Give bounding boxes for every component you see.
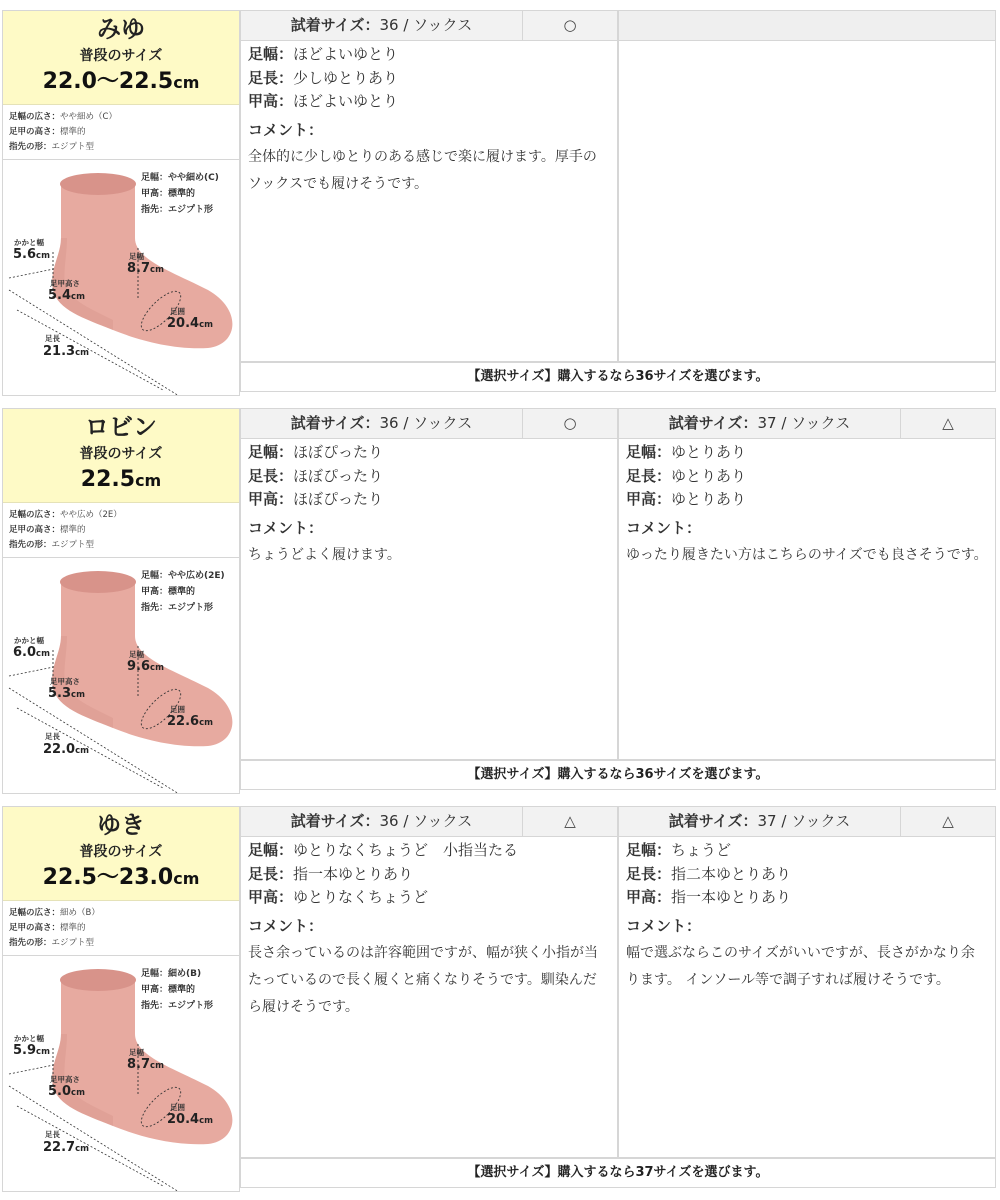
legend-line: 指先：エジプト形 (141, 1001, 214, 1011)
fit-rating-mark: △ (942, 414, 954, 432)
reviewer-profile (2, 408, 240, 794)
trial-size: 試着サイズ：36 / ソックス (241, 807, 523, 836)
usual-size-value: 22.0〜22.5cm (42, 69, 200, 94)
foot-length-label: 足長 (45, 1130, 60, 1139)
fitting-area (240, 408, 996, 794)
heel-width-value: 5.6cm (13, 247, 50, 262)
legend-line: 甲高：標準的 (141, 985, 196, 995)
trial-size: 試着サイズ：36 / ソックス (241, 11, 523, 40)
fitting-column-empty (618, 10, 996, 362)
reviewer-profile (2, 806, 240, 1192)
comment-title: コメント： (248, 518, 324, 537)
fitting-header (619, 807, 995, 837)
comment-text: ちょうどよく履けます。 (248, 546, 401, 563)
usual-size-value: 22.5cm (80, 467, 162, 492)
foot-width-value: 8.7cm (127, 1057, 164, 1072)
foot-girth-label: 足囲 (170, 705, 185, 714)
unit-label: cm (71, 292, 85, 302)
fitting-details (619, 837, 995, 994)
instep-height-label: 足甲高さ (50, 1075, 80, 1084)
unit-label: cm (75, 348, 89, 358)
reviewer-block (0, 806, 1000, 1192)
fitting-header (241, 409, 617, 439)
foot-width-label: 足幅 (129, 1048, 144, 1057)
fit-rating-mark: ○ (563, 16, 577, 34)
heel-width-label: かかと幅 (14, 1034, 44, 1043)
fit-row: 足幅：ゆとりなくちょうど 小指当たる (248, 841, 519, 859)
comment-text: 幅で選ぶならこのサイズがいいですが、長さがかなり余ります。 インソール等で調子すれば履けそうです。 (626, 944, 975, 988)
trait-row: 指先の形：エジプト型 (9, 938, 95, 948)
fitting-column (618, 806, 996, 1158)
fitting-area (240, 10, 996, 396)
comment-text: ゆったり履きたい方はこちらのサイズでも良さそうです。 (626, 546, 988, 563)
fit-row: 足長：ほぼぴったり (248, 466, 384, 485)
fitting-details (619, 439, 995, 569)
unit-label: cm (75, 746, 89, 756)
fitting-header (619, 409, 995, 439)
fit-row: 足長：指二本ゆとりあり (626, 864, 792, 883)
fit-row: 甲高：指一本ゆとりあり (626, 888, 792, 906)
fitting-column (618, 408, 996, 760)
fit-rating-mark: △ (564, 812, 576, 830)
fitting-header (241, 807, 617, 837)
selected-size-note: 【選択サイズ】購入するなら36サイズを選びます。 (240, 362, 996, 392)
instep-height-value: 5.4cm (48, 288, 85, 303)
unit-label: cm (36, 1047, 50, 1057)
fitting-column (240, 806, 618, 1158)
fit-row: 足幅：ゆとりあり (626, 443, 747, 461)
reviewer-name: ロビン (85, 413, 157, 441)
trait-row: 足甲の高さ：標準的 (9, 923, 86, 933)
fit-row: 足長：ゆとりあり (626, 466, 747, 485)
comment-title: コメント： (248, 120, 324, 139)
foot-legend (141, 568, 225, 616)
legend-line: 足幅：やや細め(C) (141, 173, 219, 183)
reviewer-name: ゆき (97, 811, 145, 839)
heel-width-value: 5.9cm (13, 1043, 50, 1058)
foot-illustration-panel (3, 955, 239, 1191)
profile-header (3, 11, 239, 105)
unit-label: cm (199, 1116, 213, 1126)
unit-label: cm (150, 265, 164, 275)
fit-row: 足幅：ほどよいゆとり (248, 45, 399, 63)
instep-height-label: 足甲高さ (50, 279, 80, 288)
fitting-column (240, 10, 618, 362)
foot-length-value: 21.3cm (43, 344, 89, 359)
unit-label: cm (150, 1061, 164, 1071)
usual-size-label: 普段のサイズ (79, 446, 163, 462)
trait-row: 足幅の広さ：細め（B） (9, 908, 100, 918)
fit-rating-mark: ○ (563, 414, 577, 432)
foot-traits (3, 901, 239, 955)
trait-row: 足幅の広さ：やや細め（C） (9, 112, 117, 122)
fit-row: 甲高：ゆとりあり (626, 490, 747, 508)
foot-width-label: 足幅 (129, 252, 144, 261)
unit-label: cm (199, 718, 213, 728)
fit-row: 甲高：ほぼぴったり (248, 490, 384, 508)
comment-text: 全体的に少しゆとりのある感じで楽に履けます。厚手のソックスでも履けそうです。 (248, 148, 597, 192)
profile-header (3, 409, 239, 503)
foot-traits (3, 503, 239, 557)
foot-girth-value: 22.6cm (167, 714, 213, 729)
reviewer-block (0, 10, 1000, 396)
legend-line: 足幅：細め(B) (141, 969, 202, 979)
reviewer-profile (2, 10, 240, 396)
instep-height-value: 5.3cm (48, 686, 85, 701)
fitting-details (241, 439, 617, 569)
fit-row: 足幅：ちょうど (626, 841, 732, 859)
fitting-header-empty (619, 11, 995, 41)
comment-title: コメント： (626, 518, 702, 537)
fitting-header (241, 11, 617, 41)
trait-row: 指先の形：エジプト型 (9, 142, 95, 152)
fitting-details (241, 41, 617, 198)
profile-header (3, 807, 239, 901)
legend-line: 足幅：やや広め(2E) (141, 571, 225, 581)
usual-size-label: 普段のサイズ (79, 48, 163, 64)
legend-line: 甲高：標準的 (141, 587, 196, 597)
unit-label: cm (75, 1144, 89, 1154)
fit-rating-mark: △ (942, 812, 954, 830)
foot-legend (141, 170, 219, 218)
unit-label: cm (199, 320, 213, 330)
fit-row: 足長：指一本ゆとりあり (248, 864, 414, 883)
comment-title: コメント： (248, 916, 324, 935)
unit-label: cm (71, 1088, 85, 1098)
foot-girth-label: 足囲 (170, 307, 185, 316)
instep-height-label: 足甲高さ (50, 677, 80, 686)
trial-size: 試着サイズ：36 / ソックス (241, 409, 523, 438)
foot-girth-label: 足囲 (170, 1103, 185, 1112)
heel-width-label: かかと幅 (14, 636, 44, 645)
foot-width-label: 足幅 (129, 650, 144, 659)
unit-label: cm (36, 251, 50, 261)
legend-line: 指先：エジプト形 (141, 205, 214, 215)
comment-title: コメント： (626, 916, 702, 935)
foot-illustration-panel (3, 557, 239, 793)
fitting-details (241, 837, 617, 1021)
fitting-area (240, 806, 996, 1192)
unit-label: cm (71, 690, 85, 700)
trial-size: 試着サイズ：37 / ソックス (619, 409, 901, 438)
heel-width-label: かかと幅 (14, 238, 44, 247)
heel-width-value: 6.0cm (13, 645, 50, 660)
selected-size-note: 【選択サイズ】購入するなら37サイズを選びます。 (240, 1158, 996, 1188)
reviewer-block (0, 408, 1000, 794)
legend-line: 指先：エジプト形 (141, 603, 214, 613)
foot-length-label: 足長 (45, 732, 60, 741)
fit-row: 足幅：ほぼぴったり (248, 443, 384, 461)
foot-width-value: 9.6cm (127, 659, 164, 674)
fitting-column (240, 408, 618, 760)
unit-label: cm (150, 663, 164, 673)
foot-girth-value: 20.4cm (167, 316, 213, 331)
foot-traits (3, 105, 239, 159)
usual-size-label: 普段のサイズ (79, 844, 163, 860)
reviewer-name: みゆ (97, 15, 145, 43)
comment-text: 長さ余っているのは許容範囲ですが、幅が狭く小指が当たっているので長く履くと痛くなりそうです。馴染んだら履けそうです。 (248, 944, 598, 1015)
unit-label: cm (36, 649, 50, 659)
trait-row: 指先の形：エジプト型 (9, 540, 95, 550)
fit-row: 甲高：ほどよいゆとり (248, 92, 399, 110)
foot-girth-value: 20.4cm (167, 1112, 213, 1127)
foot-legend (141, 966, 213, 1014)
foot-width-value: 8.7cm (127, 261, 164, 276)
foot-length-value: 22.0cm (43, 742, 89, 757)
foot-illustration-panel (3, 159, 239, 395)
trait-row: 足甲の高さ：標準的 (9, 525, 86, 535)
trait-row: 足甲の高さ：標準的 (9, 127, 86, 137)
trait-row: 足幅の広さ：やや広め（2E） (9, 510, 122, 520)
foot-length-value: 22.7cm (43, 1140, 89, 1155)
legend-line: 甲高：標準的 (141, 189, 196, 199)
selected-size-note: 【選択サイズ】購入するなら36サイズを選びます。 (240, 760, 996, 790)
usual-size-value: 22.5〜23.0cm (42, 865, 200, 890)
fit-row: 足長：少しゆとりあり (248, 68, 399, 87)
trial-size: 試着サイズ：37 / ソックス (619, 807, 901, 836)
instep-height-value: 5.0cm (48, 1084, 85, 1099)
fit-row: 甲高：ゆとりなくちょうど (248, 888, 429, 906)
foot-length-label: 足長 (45, 334, 60, 343)
